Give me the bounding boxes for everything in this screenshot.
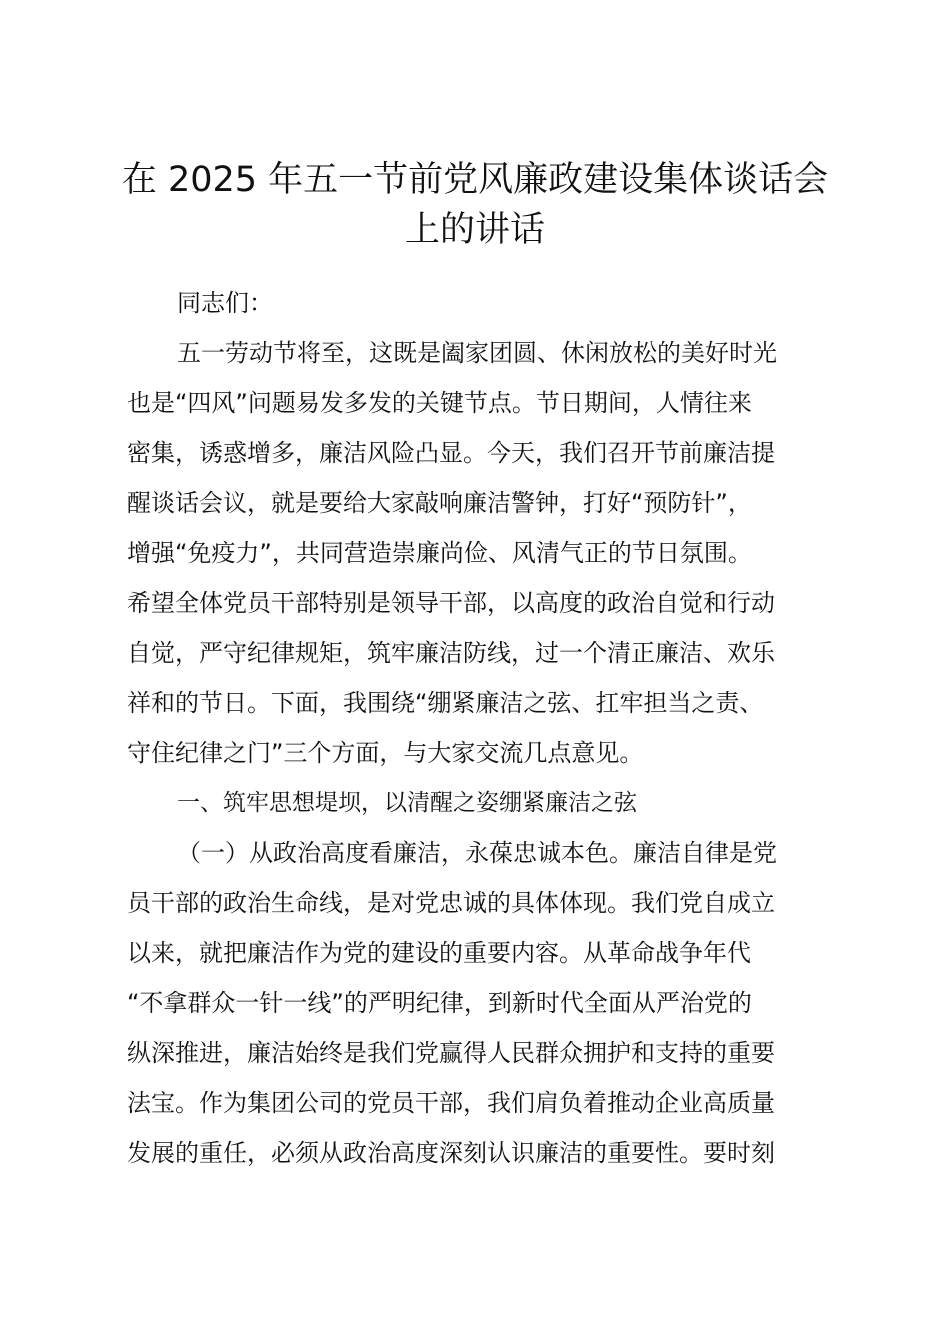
paragraph-2-line: 发展的重任，必须从政治高度深刻认识廉洁的重要性。要时刻 — [127, 1139, 775, 1167]
paragraph-1-line: 密集，诱惑增多，廉洁风险凸显。今天，我们召开节前廉洁提 — [127, 439, 775, 467]
paragraph-2-line: 员干部的政治生命线，是对党忠诚的具体体现。我们党自成立 — [127, 889, 775, 917]
title-line-1: 在 2025 年五一节前党风廉政建设集体谈话会 — [121, 160, 829, 200]
paragraph-2-line: （一）从政治高度看廉洁，永葆忠诚本色。廉洁自律是党 — [177, 839, 777, 867]
paragraph-1-line: 醒谈话会议，就是要给大家敲响廉洁警钟，打好“预防针”， — [127, 489, 752, 517]
paragraph-1-line: 祥和的节日。下面，我围绕“绷紧廉洁之弦、扛牢担当之责、 — [127, 689, 764, 717]
paragraph-2-line: 法宝。作为集团公司的党员干部，我们肩负着推动企业高质量 — [127, 1089, 775, 1117]
document-title — [60, 155, 890, 255]
paragraph-1-line: 自觉，严守纪律规矩，筑牢廉洁防线，过一个清正廉洁、欢乐 — [127, 639, 775, 667]
paragraph-2-line: 以来，就把廉洁作为党的建设的重要内容。从革命战争年代 — [127, 939, 751, 967]
paragraph-1-line: 守住纪律之门”三个方面，与大家交流几点意见。 — [127, 739, 644, 767]
paragraph-1-line: 五一劳动节将至，这既是阖家团圆、休闲放松的美好时光 — [177, 339, 777, 367]
paragraph-1-line: 也是“四风”问题易发多发的关键节点。节日期间，人情往来 — [127, 389, 752, 417]
document-body — [127, 278, 832, 1178]
section-heading-1: 一、筑牢思想堤坝，以清醒之姿绷紧廉洁之弦 — [177, 790, 637, 816]
paragraph-2 — [127, 828, 832, 1178]
paragraph-1 — [127, 328, 832, 778]
title-line-2: 上的讲话 — [404, 210, 545, 250]
paragraph-2-line: 纵深推进，廉洁始终是我们党赢得人民群众拥护和支持的重要 — [127, 1039, 775, 1067]
paragraph-2-line: “不拿群众一针一线”的严明纪律，到新时代全面从严治党的 — [127, 989, 752, 1017]
salutation: 同志们： — [177, 289, 273, 317]
paragraph-1-line: 增强“免疫力”，共同营造崇廉尚俭、风清气正的节日氛围。 — [127, 539, 752, 567]
paragraph-1-line: 希望全体党员干部特别是领导干部，以高度的政治自觉和行动 — [127, 589, 775, 617]
